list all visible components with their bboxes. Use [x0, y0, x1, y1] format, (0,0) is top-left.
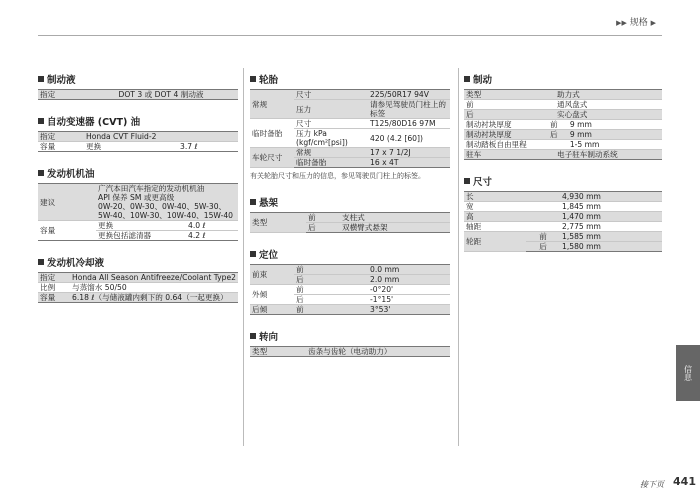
table-row: 前 通风盘式 — [464, 100, 662, 110]
side-tab-info[interactable]: 信息 — [676, 345, 700, 401]
column-divider — [243, 68, 244, 446]
table-row: 后 -1°15' — [250, 295, 450, 305]
bullet-square-icon — [464, 76, 470, 82]
table-row: 外倾 前 -0°20' — [250, 285, 450, 295]
bullet-square-icon — [38, 170, 44, 176]
column-right — [464, 72, 662, 252]
table-row: 容量 6.18 ℓ（与储液罐内剩下的 0.64（一起更换） — [38, 293, 238, 303]
page-header — [616, 15, 656, 28]
page-number: 441 — [673, 475, 696, 488]
section-title: 尺寸 — [464, 174, 662, 188]
column-divider — [458, 68, 459, 446]
table-row: 压力 kPa (kgf/cm²[psi]) 420 (4.2 [60]) — [250, 129, 450, 148]
table-row: 类型 前 支柱式 — [250, 213, 450, 223]
table-row: 前束 前 0.0 mm — [250, 265, 450, 275]
table-row: 压力 请参见驾驶员门柱上的标签 — [250, 100, 450, 119]
table-row: 后 2.0 mm — [250, 275, 450, 285]
steering-table — [250, 346, 450, 357]
table-row: 指定 Honda All Season Antifreeze/Coolant Type2 — [38, 273, 238, 283]
engine-oil-table — [38, 183, 238, 241]
tire-note: 有关轮胎尺寸和压力的信息，参见驾驶员门柱上的标签。 — [250, 172, 425, 180]
bullet-square-icon — [38, 259, 44, 265]
header-divider — [38, 35, 662, 36]
section-title: 轮胎 — [250, 72, 450, 86]
column-left — [38, 72, 238, 303]
section-title: 发动机冷却液 — [38, 255, 238, 269]
section-title: 转向 — [250, 329, 450, 343]
table-row: 常规 尺寸 225/50R17 94V — [250, 90, 450, 100]
brakes-table — [464, 89, 662, 160]
table-row: 后 实心盘式 — [464, 110, 662, 120]
table-row: 制动衬块厚度 前 9 mm — [464, 120, 662, 130]
continued-label: 接下页 — [640, 480, 664, 489]
bullet-square-icon — [464, 178, 470, 184]
cvt-table — [38, 131, 238, 152]
table-row: 轮距 前 1,585 mm — [464, 232, 662, 242]
double-arrow-icon: ▶▶ — [616, 19, 627, 27]
suspension-table — [250, 212, 450, 233]
bullet-square-icon — [250, 251, 256, 257]
table-row: 临时备胎 16 x 4T — [250, 158, 450, 168]
table-row: 临时备胎 尺寸 T125/80D16 97M — [250, 119, 450, 129]
table-row: 后倾 前 3°53' — [250, 305, 450, 315]
table-row: 制动踏板自由里程 1-5 mm — [464, 140, 662, 150]
table-row: 指定 Honda CVT Fluid-2 — [38, 132, 238, 142]
brake-fluid-table — [38, 89, 238, 100]
table-row: 车轮尺寸 常规 17 x 7 1/2J — [250, 148, 450, 158]
dimensions-table — [464, 191, 662, 252]
section-title: 制动 — [464, 72, 662, 86]
table-row: 后 双横臂式悬架 — [250, 223, 450, 233]
column-middle — [250, 72, 450, 357]
table-row: 类型 齿条与齿轮（电动助力） — [250, 347, 450, 357]
table-row: 类型 助力式 — [464, 90, 662, 100]
section-title: 制动液 — [38, 72, 238, 86]
bullet-square-icon — [250, 76, 256, 82]
table-row: 制动衬块厚度 后 9 mm — [464, 130, 662, 140]
table-row: 宽 1,845 mm — [464, 202, 662, 212]
alignment-table — [250, 264, 450, 315]
table-row: 轴距 2,775 mm — [464, 222, 662, 232]
table-row: 长 4,930 mm — [464, 192, 662, 202]
arrow-icon: ▶ — [650, 19, 656, 27]
table-row: 建议 广汽本田汽车指定的发动机机油 API 保养 SM 或更高级 0W-20、0W-30、0W-40、5W-30、 5W-40、10W-30、10W-40、15W-40 — [38, 184, 238, 221]
bullet-square-icon — [250, 333, 256, 339]
bullet-square-icon — [38, 76, 44, 82]
table-row: 容量 更换 3.7 ℓ — [38, 142, 238, 152]
section-title: 悬架 — [250, 195, 450, 209]
table-row: 容量 更换 更换包括滤清器 4.0 ℓ 4.2 ℓ — [38, 221, 238, 241]
tires-table — [250, 89, 450, 168]
coolant-table — [38, 272, 238, 303]
table-row: 指定 DOT 3 或 DOT 4 制动液 — [38, 90, 238, 100]
table-row: 驻车 电子驻车制动系统 — [464, 150, 662, 160]
section-title: 发动机机油 — [38, 166, 238, 180]
bullet-square-icon — [250, 199, 256, 205]
section-title: 定位 — [250, 247, 450, 261]
section-title: 自动变速器 (CVT) 油 — [38, 114, 238, 128]
table-row: 高 1,470 mm — [464, 212, 662, 222]
bullet-square-icon — [38, 118, 44, 124]
header-title: 规格 — [629, 18, 648, 28]
table-row: 后 1,580 mm — [464, 242, 662, 252]
table-row: 比例 与蒸馏水 50/50 — [38, 283, 238, 293]
